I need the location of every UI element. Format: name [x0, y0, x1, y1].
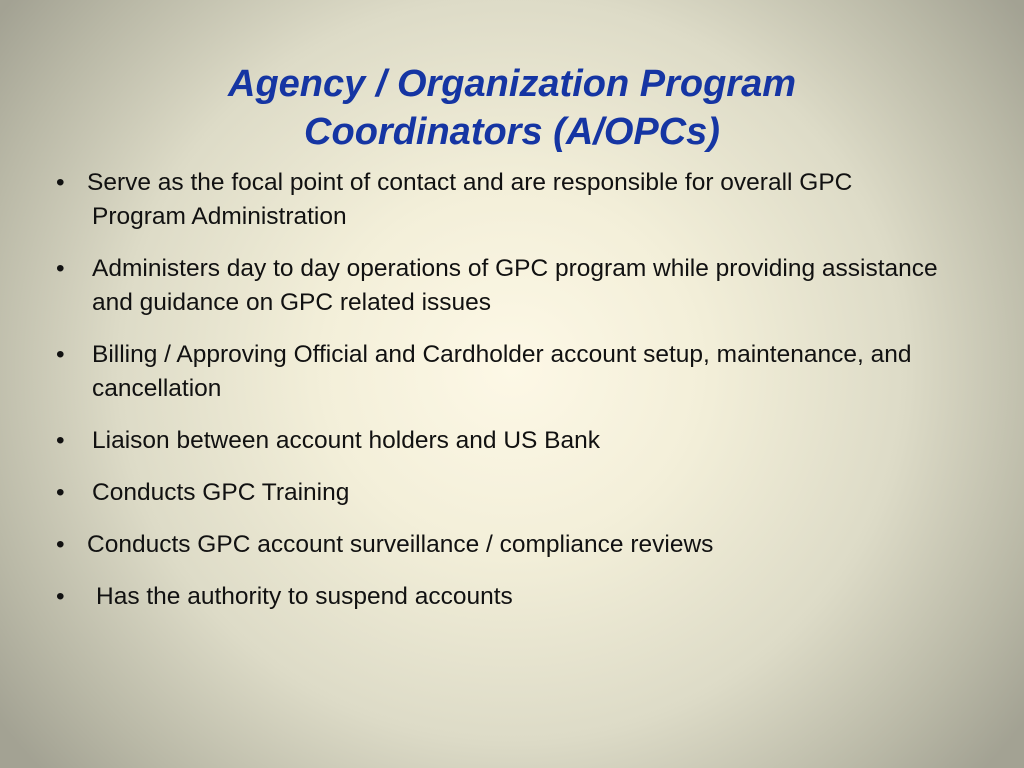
bullet-text: Liaison between account holders and US Bank — [92, 427, 601, 454]
bullet-item-focal-point — [0, 166, 1024, 234]
bullet-item-liaison — [0, 424, 1024, 458]
title-line-1: Agency / Organization Program — [228, 63, 796, 105]
bullet-item-suspend — [0, 580, 1024, 614]
slide-title — [0, 60, 1024, 156]
bullet-dot-icon: • — [56, 255, 65, 282]
bullet-dot-icon: • — [56, 341, 65, 368]
bullet-dot-icon: • — [56, 531, 65, 558]
bullet-item-surveillance — [0, 528, 1024, 562]
bullet-text-line-2: Program Administration — [92, 203, 347, 230]
bullet-dot-icon: • — [56, 427, 65, 454]
bullet-item-operations — [0, 252, 1024, 320]
bullet-text: Has the authority to suspend accounts — [96, 583, 513, 610]
bullet-item-account-setup — [0, 338, 1024, 406]
bullet-text: Conducts GPC Training — [92, 479, 350, 506]
bullet-text: Administers day to day operations of GPC program while providing assistance and guidance on GPC related issues — [92, 255, 938, 316]
bullet-text-line-1: Serve as the focal point of contact and are responsible for overall GPC — [87, 169, 853, 196]
bullet-list — [0, 166, 1024, 632]
bullet-dot-icon: • — [56, 169, 65, 196]
title-line-2: Coordinators (A/OPCs) — [304, 111, 720, 153]
bullet-item-training — [0, 476, 1024, 510]
bullet-text: Conducts GPC account surveillance / compliance reviews — [87, 531, 714, 558]
bullet-text: Billing / Approving Official and Cardholder account setup, maintenance, and cancellation — [92, 341, 912, 402]
bullet-dot-icon: • — [56, 479, 65, 506]
bullet-dot-icon: • — [56, 583, 65, 610]
